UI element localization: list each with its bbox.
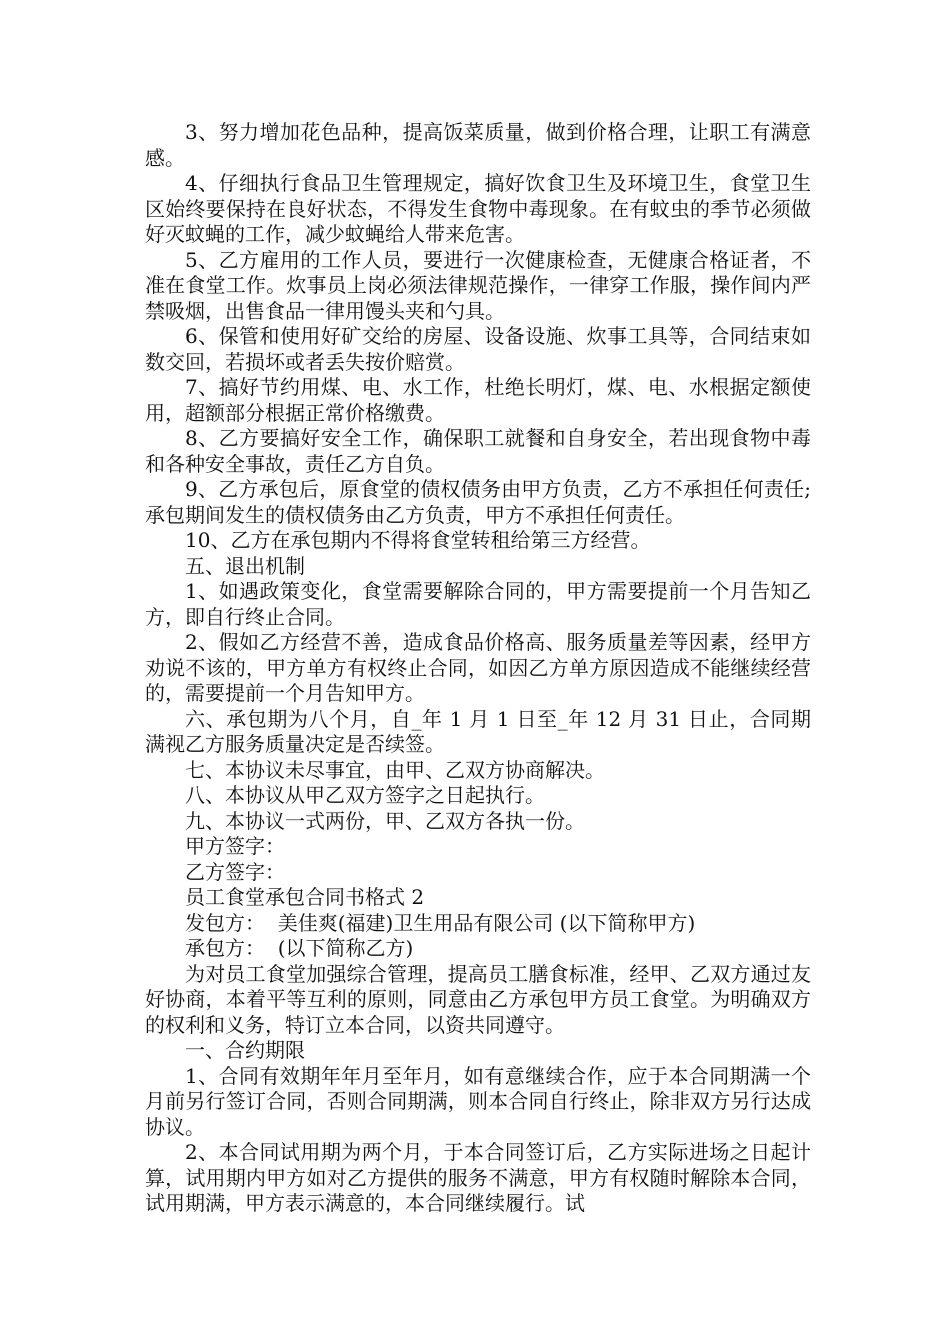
party-b-signature-line: 乙方签字： [185,859,285,884]
clause-nine-paragraph: 九、本协议一式两份，甲、乙双方各执一份。 [185,808,585,833]
clause-6-paragraph: 6、保管和使用好矿交给的房屋、设备设施、炊事工具等，合同结束如数交回，若损坏或者丢失按价赔赏。 [145,324,811,374]
document-page [145,120,811,1217]
term-clause-1-paragraph: 1、合同有效期年年月至年月，如有意继续合作，应于本合同期满一个月前另行签订合同，否则合同期满，则本合同自行终止，除非双方另行达成协议。 [145,1063,811,1139]
clause-4-paragraph: 4、仔细执行食品卫生管理规定，搞好饮食卫生及环境卫生，食堂卫生区始终要保持在良好状态，不得发生食物中毒现象。在有蚊虫的季节必须做好灭蚊蝇的工作，减少蚊蝇给人带来危害。 [145,171,811,246]
clause-5-paragraph: 5、乙方雇用的工作人员，要进行一次健康检查，无健康合格证者，不准在食堂工作。炊事员上岗必须法律规范操作，一律穿工作服，操作间内严禁吸烟，出售食品一律用馒头夹和勺具。 [145,247,811,323]
clause-8-paragraph: 8、乙方要搞好安全工作，确保职工就餐和自身安全，若出现食物中毒和各种安全事故，责任乙方自负。 [145,426,811,476]
clause-7-paragraph: 7、搞好节约用煤、电、水工作，杜绝长明灯，煤、电、水根据定额使用，超额部分根据正常价格缴费。 [145,375,811,425]
section-heading-term: 一、合约期限 [185,1038,305,1062]
party-a-signature-line: 甲方签字： [185,834,285,858]
clause-9-paragraph: 9、乙方承包后，原食堂的债权债务由甲方负责，乙方不承担任何责任;承包期间发生的债权债务由乙方负责，甲方不承担任何责任。 [145,477,811,527]
contractor-line: 发包方： 美佳爽(福建)卫生用品有限公司 (以下简称甲方) [185,910,696,935]
preamble-paragraph: 为对员工食堂加强综合管理，提高员工膳食标准，经甲、乙双方通过友好协商，本着平等互利的原则，同意由乙方承包甲方员工食堂。为明确双方的权利和义务，特订立本合同，以资共同遵守。 [145,961,811,1037]
exit-clause-1-paragraph: 1、如遇政策变化，食堂需要解除合同的，甲方需要提前一个月告知乙方，即自行终止合同。 [145,579,811,629]
clause-eight-paragraph: 八、本协议从甲乙双方签字之日起执行。 [185,783,545,807]
contract-2-title: 员工食堂承包合同书格式 2 [185,885,425,909]
term-clause-2-paragraph: 2、本合同试用期为两个月，于本合同签订后，乙方实际进场之日起计算，试用期内甲方如对乙方提供的服务不满意，甲方有权随时解除本合同，试用期满，甲方表示满意的，本合同继续履行。试 [145,1140,811,1215]
term-paragraph: 六、承包期为八个月，自_年 1 月 1 日至_年 12 月 31 日止，合同期满视乙方服务质量决定是否续签。 [145,706,811,756]
section-heading-exit: 五、退出机制 [185,553,305,578]
clause-3-paragraph: 3、努力增加花色品种，提高饭菜质量，做到价格合理，让职工有满意感。 [145,120,811,170]
clause-seven-paragraph: 七、本协议未尽事宜，由甲、乙双方协商解决。 [185,757,605,782]
clause-10-paragraph: 10、乙方在承包期内不得将食堂转租给第三方经营。 [185,528,651,552]
exit-clause-2-paragraph: 2、假如乙方经营不善，造成食品价格高、服务质量差等因素，经甲方劝说不该的，甲方单方有权终止合同，如因乙方单方原因造成不能继续经营的，需要提前一个月告知甲方。 [145,630,811,705]
subcontractor-line: 承包方： (以下简称乙方) [185,936,414,960]
